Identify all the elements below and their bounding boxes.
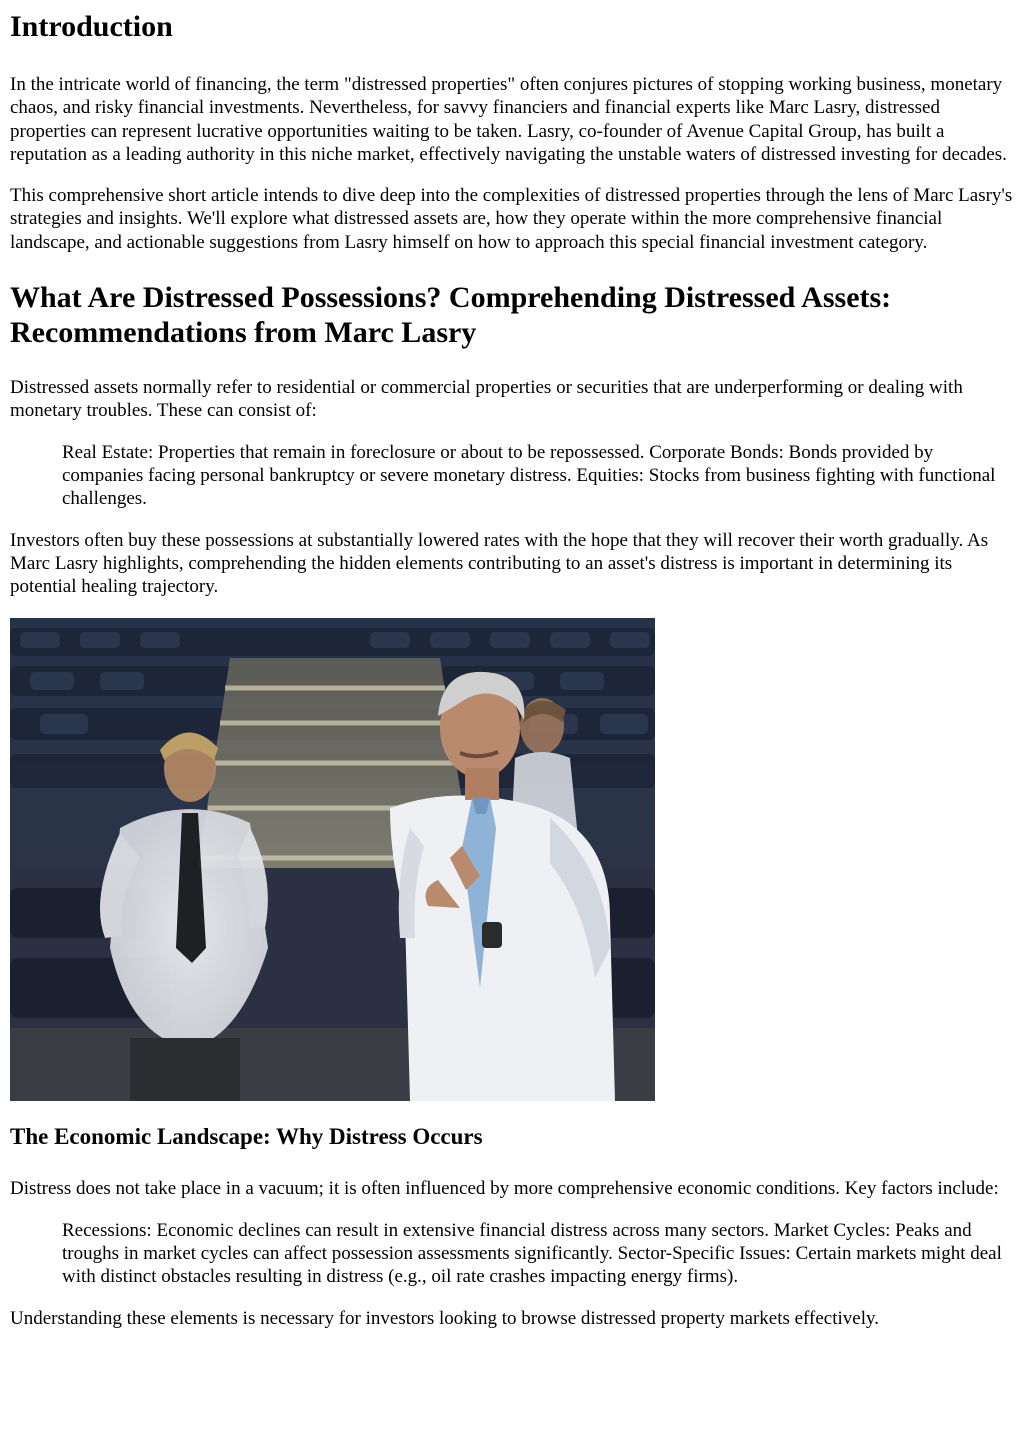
intro-paragraph-2: This comprehensive short article intends to dive deep into the complexities of distressed properties through the lens of Marc Lasry's strategies and insights. We'll explore what distressed assets are, how they operate within the more comprehensive financial landscape, and actionable suggestions from Lasry himself on how to approach this special financial investment category.	[10, 185, 1013, 253]
intro-heading: Introduction	[10, 10, 173, 43]
section1-paragraph-1: Distressed assets normally refer to residential or commercial properties or securities that are underperforming or dealing with monetary troubles. These can consist of:	[10, 377, 963, 422]
intro-paragraph-1: In the intricate world of financing, the term "distressed properties" often conjures pictures of stopping working business, monetary chaos, and risky financial investments. Nevertheless, for savvy financiers and financial experts like Marc Lasry, distressed properties can represent lucrative opportunities waiting to be taken. Lasry, co-founder of Avenue Capital Group, has built a reputation as a leading authority in this niche market, effectively navigating the unstable waters of distressed investing for decades.	[10, 74, 1007, 165]
article	[10, 0, 1014, 1330]
section-heading-distressed-assets: What Are Distressed Possessions? Comprehending Distressed Assets: Recommendations from Marc Lasry	[10, 281, 892, 350]
distress-factors-quote: Recessions: Economic declines can result in extensive financial distress across many sectors. Market Cycles: Peaks and troughs in market cycles can affect possession assessments significantly. Sector-Specific Issues: Certain markets might deal with distinct obstacles resulting in distress (e.g., oil rate crashes impacting energy firms).	[62, 1219, 1002, 1288]
photo-two-men-icon	[10, 618, 655, 1101]
section-heading-economic-landscape: The Economic Landscape: Why Distress Occurs	[10, 1124, 483, 1150]
section2-paragraph-2: Understanding these elements is necessary for investors looking to browse distressed property markets effectively.	[10, 1307, 880, 1329]
asset-types-quote: Real Estate: Properties that remain in foreclosure or about to be repossessed. Corporate Bonds: Bonds provided by companies facing personal bankruptcy or severe monetary distress. Equities: Stocks from business fighting with functional challenges.	[62, 441, 996, 510]
section1-paragraph-2: Investors often buy these possessions at substantially lowered rates with the hope that they will recover their worth gradually. As Marc Lasry highlights, comprehending the hidden elements contributing to an asset's distress is important in determining its potential healing trajectory.	[10, 529, 989, 598]
article-photo	[10, 618, 655, 1101]
section2-paragraph-1: Distress does not take place in a vacuum; it is often influenced by more comprehensive economic conditions. Key factors include:	[10, 1178, 999, 1200]
